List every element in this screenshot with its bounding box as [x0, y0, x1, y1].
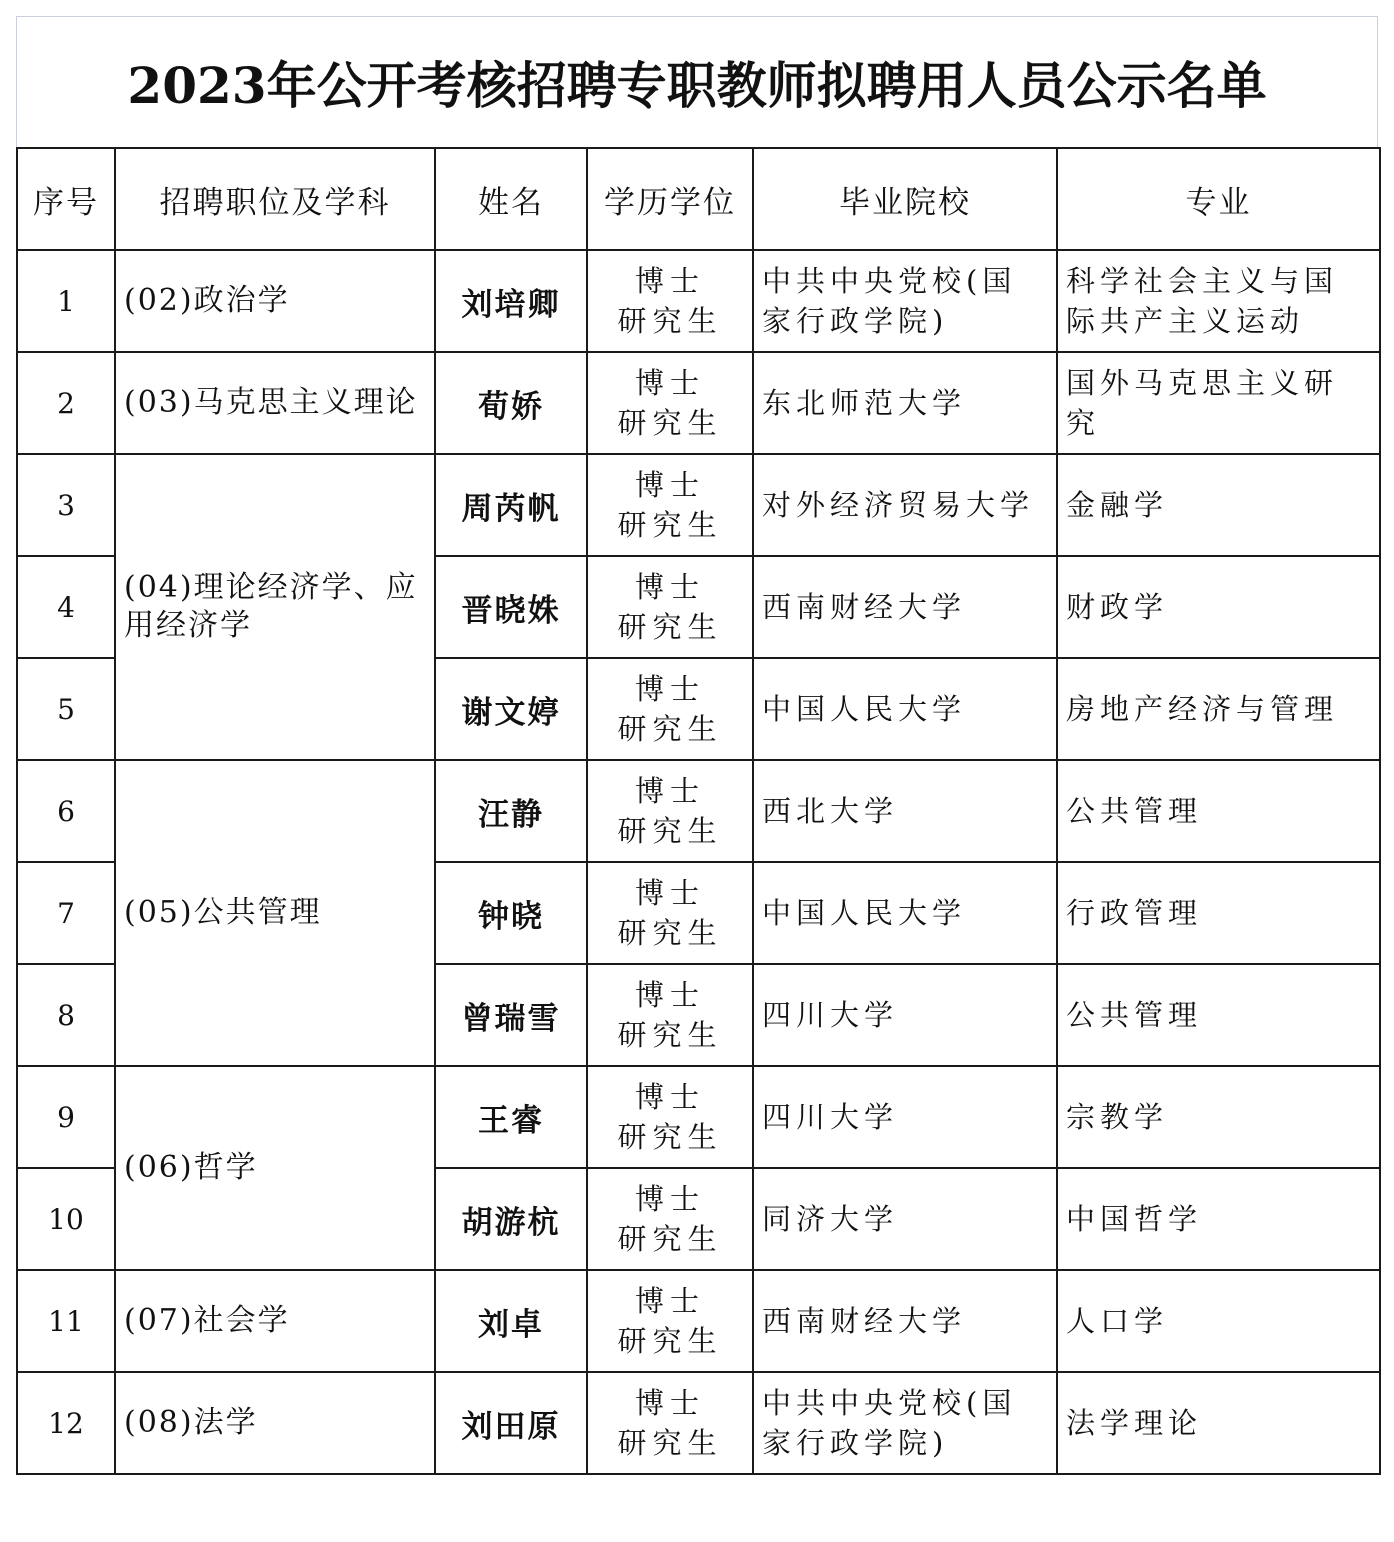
cell-position: (08)法学	[115, 1372, 435, 1474]
header-degree: 学历学位	[587, 148, 753, 250]
cell-name: 晋晓姝	[435, 556, 587, 658]
cell-name: 胡游杭	[435, 1168, 587, 1270]
roster-table	[16, 147, 1381, 1475]
degree-line-1: 博士	[634, 672, 705, 706]
cell-name: 曾瑞雪	[435, 964, 587, 1066]
degree-line-1: 博士	[634, 468, 705, 502]
cell-school: 西南财经大学	[753, 556, 1057, 658]
cell-degree	[587, 454, 753, 556]
cell-degree	[587, 760, 753, 862]
cell-major: 行政管理	[1057, 862, 1380, 964]
cell-school: 中国人民大学	[753, 862, 1057, 964]
cell-major: 法学理论	[1057, 1372, 1380, 1474]
degree-line-1: 博士	[634, 570, 705, 604]
cell-name: 汪静	[435, 760, 587, 862]
page-title: 2023年公开考核招聘专职教师拟聘用人员公示名单	[127, 56, 1267, 115]
header-major: 专业	[1057, 148, 1380, 250]
degree-line-2: 研究生	[617, 304, 723, 338]
cell-degree	[587, 352, 753, 454]
cell-school: 西南财经大学	[753, 1270, 1057, 1372]
cell-seq: 8	[17, 964, 115, 1066]
degree-line-2: 研究生	[617, 814, 723, 848]
degree-line-1: 博士	[634, 264, 705, 298]
cell-seq: 9	[17, 1066, 115, 1168]
cell-seq: 2	[17, 352, 115, 454]
cell-seq: 4	[17, 556, 115, 658]
cell-seq: 6	[17, 760, 115, 862]
cell-seq: 11	[17, 1270, 115, 1372]
table-row	[17, 760, 1380, 862]
cell-major: 金融学	[1057, 454, 1380, 556]
degree-line-1: 博士	[634, 978, 705, 1012]
cell-major: 宗教学	[1057, 1066, 1380, 1168]
cell-name: 荀娇	[435, 352, 587, 454]
header-seq: 序号	[17, 148, 115, 250]
cell-major: 房地产经济与管理	[1057, 658, 1380, 760]
cell-position: (02)政治学	[115, 250, 435, 352]
header-name: 姓名	[435, 148, 587, 250]
title-box	[16, 16, 1378, 147]
cell-name: 刘田原	[435, 1372, 587, 1474]
cell-name: 周芮帆	[435, 454, 587, 556]
cell-school: 对外经济贸易大学	[753, 454, 1057, 556]
degree-line-1: 博士	[634, 366, 705, 400]
cell-degree	[587, 1372, 753, 1474]
cell-name: 钟晓	[435, 862, 587, 964]
cell-name: 谢文婷	[435, 658, 587, 760]
table-row	[17, 1270, 1380, 1372]
table-row	[17, 352, 1380, 454]
cell-degree	[587, 1066, 753, 1168]
cell-school: 西北大学	[753, 760, 1057, 862]
cell-school: 中国人民大学	[753, 658, 1057, 760]
cell-degree	[587, 1270, 753, 1372]
cell-major: 中国哲学	[1057, 1168, 1380, 1270]
degree-line-2: 研究生	[617, 916, 723, 950]
cell-degree	[587, 964, 753, 1066]
cell-seq: 3	[17, 454, 115, 556]
cell-major: 公共管理	[1057, 760, 1380, 862]
cell-school: 同济大学	[753, 1168, 1057, 1270]
cell-position: (03)马克思主义理论	[115, 352, 435, 454]
cell-major: 财政学	[1057, 556, 1380, 658]
cell-name: 王睿	[435, 1066, 587, 1168]
degree-line-1: 博士	[634, 1182, 705, 1216]
cell-name: 刘卓	[435, 1270, 587, 1372]
table-row	[17, 250, 1380, 352]
cell-school: 中共中央党校(国家行政学院)	[753, 250, 1057, 352]
cell-position: (07)社会学	[115, 1270, 435, 1372]
cell-school: 四川大学	[753, 1066, 1057, 1168]
cell-degree	[587, 658, 753, 760]
degree-line-2: 研究生	[617, 1018, 723, 1052]
cell-degree	[587, 862, 753, 964]
cell-seq: 10	[17, 1168, 115, 1270]
cell-major: 国外马克思主义研究	[1057, 352, 1380, 454]
degree-line-2: 研究生	[617, 1426, 723, 1460]
cell-major: 科学社会主义与国际共产主义运动	[1057, 250, 1380, 352]
cell-degree	[587, 250, 753, 352]
cell-degree	[587, 556, 753, 658]
cell-name: 刘培卿	[435, 250, 587, 352]
degree-line-2: 研究生	[617, 712, 723, 746]
cell-major: 公共管理	[1057, 964, 1380, 1066]
cell-position: (04)理论经济学、应用经济学	[115, 454, 435, 760]
table-header-row	[17, 148, 1380, 250]
degree-line-2: 研究生	[617, 1120, 723, 1154]
cell-seq: 7	[17, 862, 115, 964]
header-position: 招聘职位及学科	[115, 148, 435, 250]
cell-major: 人口学	[1057, 1270, 1380, 1372]
table-row	[17, 454, 1380, 556]
cell-position: (06)哲学	[115, 1066, 435, 1270]
degree-line-1: 博士	[634, 1080, 705, 1114]
degree-line-1: 博士	[634, 1284, 705, 1318]
cell-seq: 1	[17, 250, 115, 352]
cell-school: 中共中央党校(国家行政学院)	[753, 1372, 1057, 1474]
cell-seq: 12	[17, 1372, 115, 1474]
degree-line-1: 博士	[634, 1386, 705, 1420]
degree-line-2: 研究生	[617, 406, 723, 440]
cell-school: 四川大学	[753, 964, 1057, 1066]
degree-line-2: 研究生	[617, 1222, 723, 1256]
degree-line-1: 博士	[634, 876, 705, 910]
degree-line-2: 研究生	[617, 1324, 723, 1358]
header-school: 毕业院校	[753, 148, 1057, 250]
cell-school: 东北师范大学	[753, 352, 1057, 454]
degree-line-2: 研究生	[617, 610, 723, 644]
cell-seq: 5	[17, 658, 115, 760]
cell-degree	[587, 1168, 753, 1270]
cell-position: (05)公共管理	[115, 760, 435, 1066]
degree-line-1: 博士	[634, 774, 705, 808]
degree-line-2: 研究生	[617, 508, 723, 542]
table-row	[17, 1372, 1380, 1474]
table-row	[17, 1066, 1380, 1168]
